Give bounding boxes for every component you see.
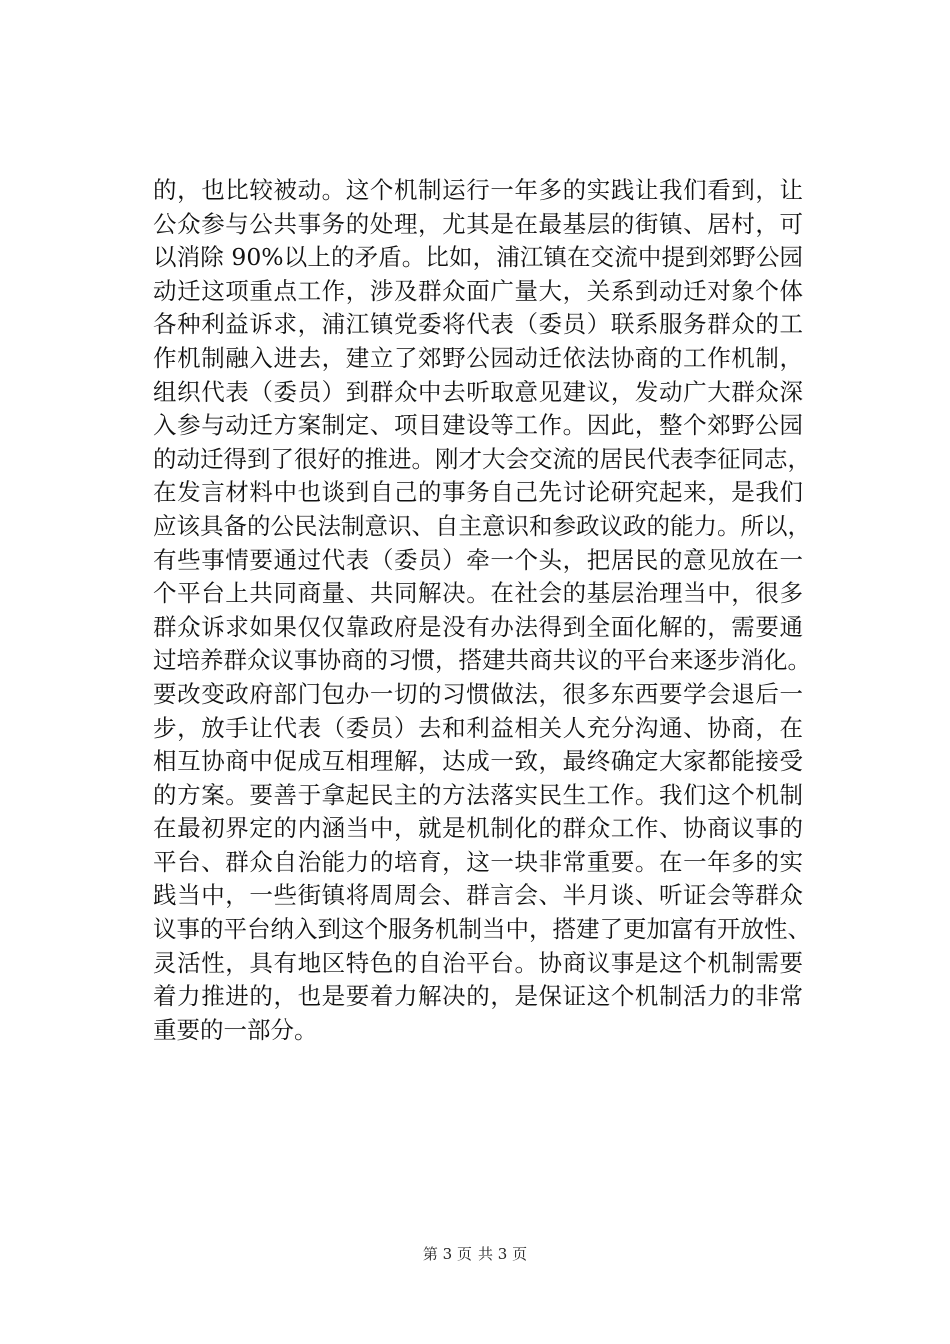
text-line: 在最初界定的内涵当中，就是机制化的群众工作、协商议事的 — [153, 814, 803, 843]
text-line: 灵活性，具有地区特色的自治平台。协商议事是这个机制需要 — [153, 948, 803, 977]
text-line: 应该具备的公民法制意识、自主意识和参政议政的能力。所以， — [153, 511, 811, 540]
text-line: 作机制融入进去，建立了郊野公园动迁依法协商的工作机制， — [153, 343, 803, 372]
text-line: 入参与动迁方案制定、项目建设等工作。因此，整个郊野公园 — [153, 411, 803, 440]
page-footer — [0, 1244, 950, 1264]
text-line: 践当中，一些街镇将周周会、群言会、半月谈、听证会等群众 — [153, 881, 803, 910]
text-line: 平台、群众自治能力的培育，这一块非常重要。在一年多的实 — [153, 847, 803, 876]
text-line: 议事的平台纳入到这个服务机制当中，搭建了更加富有开放性、 — [153, 915, 811, 944]
text-line: 着力推进的，也是要着力解决的，是保证这个机制活力的非常 — [153, 982, 803, 1011]
body-paragraph — [153, 174, 811, 1047]
text-line: 有些事情要通过代表（委员）牵一个头，把居民的意见放在一 — [153, 545, 803, 574]
text-line: 要改变政府部门包办一切的习惯做法，很多东西要学会退后一 — [153, 679, 803, 708]
text-line: 群众诉求如果仅仅靠政府是没有办法得到全面化解的，需要通 — [153, 612, 803, 641]
text-line: 相互协商中促成互相理解，达成一致，最终确定大家都能接受 — [153, 747, 803, 776]
text-line: 的，也比较被动。这个机制运行一年多的实践让我们看到，让 — [153, 176, 803, 204]
text-line: 步，放手让代表（委员）去和利益相关人充分沟通、协商，在 — [153, 713, 803, 742]
page-number: 第 3 页 — [422, 1245, 472, 1263]
text-line: 过培养群众议事协商的习惯，搭建共商共议的平台来逐步消化。 — [153, 646, 811, 675]
text-line: 个平台上共同商量、共同解决。在社会的基层治理当中，很多 — [153, 579, 803, 608]
text-line: 以消除 90%以上的矛盾。比如，浦江镇在交流中提到郊野公园 — [153, 243, 803, 272]
text-line: 的方案。要善于拿起民主的方法落实民生工作。我们这个机制 — [153, 780, 803, 809]
text-line: 动迁这项重点工作，涉及群众面广量大，关系到动迁对象个体 — [153, 276, 803, 305]
text-line: 组织代表（委员）到群众中去听取意见建议，发动广大群众深 — [153, 377, 803, 406]
text-line: 的动迁得到了很好的推进。刚才大会交流的居民代表李征同志， — [153, 444, 811, 473]
text-line: 公众参与公共事务的处理，尤其是在最基层的街镇、居村，可 — [153, 209, 803, 238]
text-line: 在发言材料中也谈到自己的事务自己先讨论研究起来，是我们 — [153, 478, 803, 507]
text-line: 各种利益诉求，浦江镇党委将代表（委员）联系服务群众的工 — [153, 310, 803, 339]
text-line: 重要的一部分。 — [153, 1015, 318, 1044]
page-total: 共 3 页 — [478, 1245, 528, 1263]
